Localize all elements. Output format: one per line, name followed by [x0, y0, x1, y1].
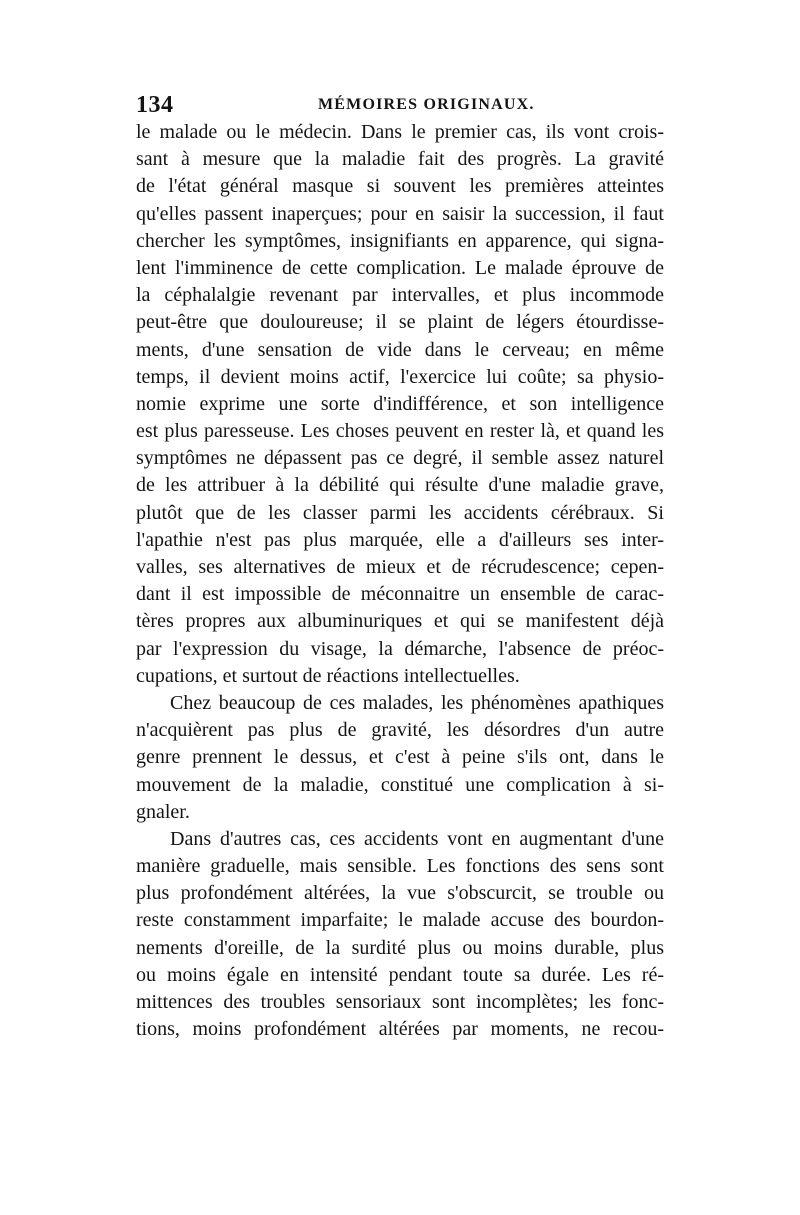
text-line: ments, d'une sensation de vide dans le cerveau; en même	[136, 338, 664, 361]
running-title: MÉMOIRES ORIGINAUX.	[318, 96, 535, 113]
text-line: valles, ses alternatives de mieux et de récrudescence; cepen-	[136, 556, 664, 578]
text-line: ou moins égale en intensité pendant toute sa durée. Les ré-	[136, 963, 664, 986]
text-line: le malade ou le médecin. Dans le premier cas, ils vont crois-	[136, 121, 664, 143]
paragraph-1	[136, 119, 664, 690]
text-line: qu'elles passent inaperçues; pour en saisir la succession, il faut	[136, 202, 664, 225]
text-line: nements d'oreille, de la surdité plus ou moins durable, plus	[136, 936, 664, 959]
text-line: est plus paresseuse. Les choses peuvent en rester là, et quand les	[136, 420, 664, 443]
text-line: lent l'imminence de cette complication. Le malade éprouve de	[136, 256, 664, 279]
paragraph-2	[136, 690, 664, 826]
text-line: cupations, et surtout de réactions intellectuelles.	[136, 664, 520, 687]
text-line: tères propres aux albuminuriques et qui se manifestent déjà	[136, 610, 664, 633]
text-line: nomie exprime une sorte d'indifférence, et son intelligence	[136, 392, 664, 415]
text-line: mouvement de la maladie, constitué une complication à si-	[136, 773, 664, 796]
text-line: gnaler.	[136, 800, 190, 823]
text-line: chercher les symptômes, insignifiants en apparence, qui signa-	[136, 229, 664, 252]
text-line: sant à mesure que la maladie fait des progrès. La gravité	[136, 148, 664, 171]
text-line: mittences des troubles sensoriaux sont incomplètes; les fonc-	[136, 991, 664, 1013]
text-line: par l'expression du visage, la démarche, l'absence de préoc-	[136, 637, 664, 660]
paragraph-3	[136, 826, 664, 1044]
text-line: manière graduelle, mais sensible. Les fonctions des sens sont	[136, 855, 664, 878]
text-line: temps, il devient moins actif, l'exercice lui coûte; sa physio-	[136, 365, 664, 388]
text-line: n'acquièrent pas plus de gravité, les désordres d'un autre	[136, 719, 664, 742]
text-line: reste constamment imparfaite; le malade accuse des bourdon-	[136, 909, 664, 932]
text-line: de les attribuer à la débilité qui résulte d'une maladie grave,	[136, 474, 664, 497]
text-line: l'apathie n'est pas plus marquée, elle a d'ailleurs ses inter-	[136, 528, 664, 551]
text-line: la céphalalgie revenant par intervalles, et plus incommode	[136, 284, 664, 307]
text-line: tions, moins profondément altérées par moments, ne recou-	[136, 1018, 664, 1041]
text-line: plutôt que de les classer parmi les accidents cérébraux. Si	[136, 501, 664, 524]
page-header	[136, 92, 664, 122]
text-line: Dans d'autres cas, ces accidents vont en augmentant d'une	[170, 827, 664, 850]
text-line: peut-être que douloureuse; il se plaint de légers étourdisse-	[136, 311, 664, 334]
page-number: 134	[136, 92, 174, 118]
text-line: dant il est impossible de méconnaitre un ensemble de carac-	[136, 583, 664, 606]
text-line: genre prennent le dessus, et c'est à peine s'ils ont, dans le	[136, 746, 664, 769]
text-line: Chez beaucoup de ces malades, les phénomènes apathiques	[170, 691, 664, 714]
body-text	[136, 119, 664, 1043]
text-line: de l'état général masque si souvent les premières atteintes	[136, 175, 664, 198]
text-line: symptômes ne dépassent pas ce degré, il semble assez naturel	[136, 447, 664, 470]
text-line: plus profondément altérées, la vue s'obscurcit, se trouble ou	[136, 882, 664, 905]
